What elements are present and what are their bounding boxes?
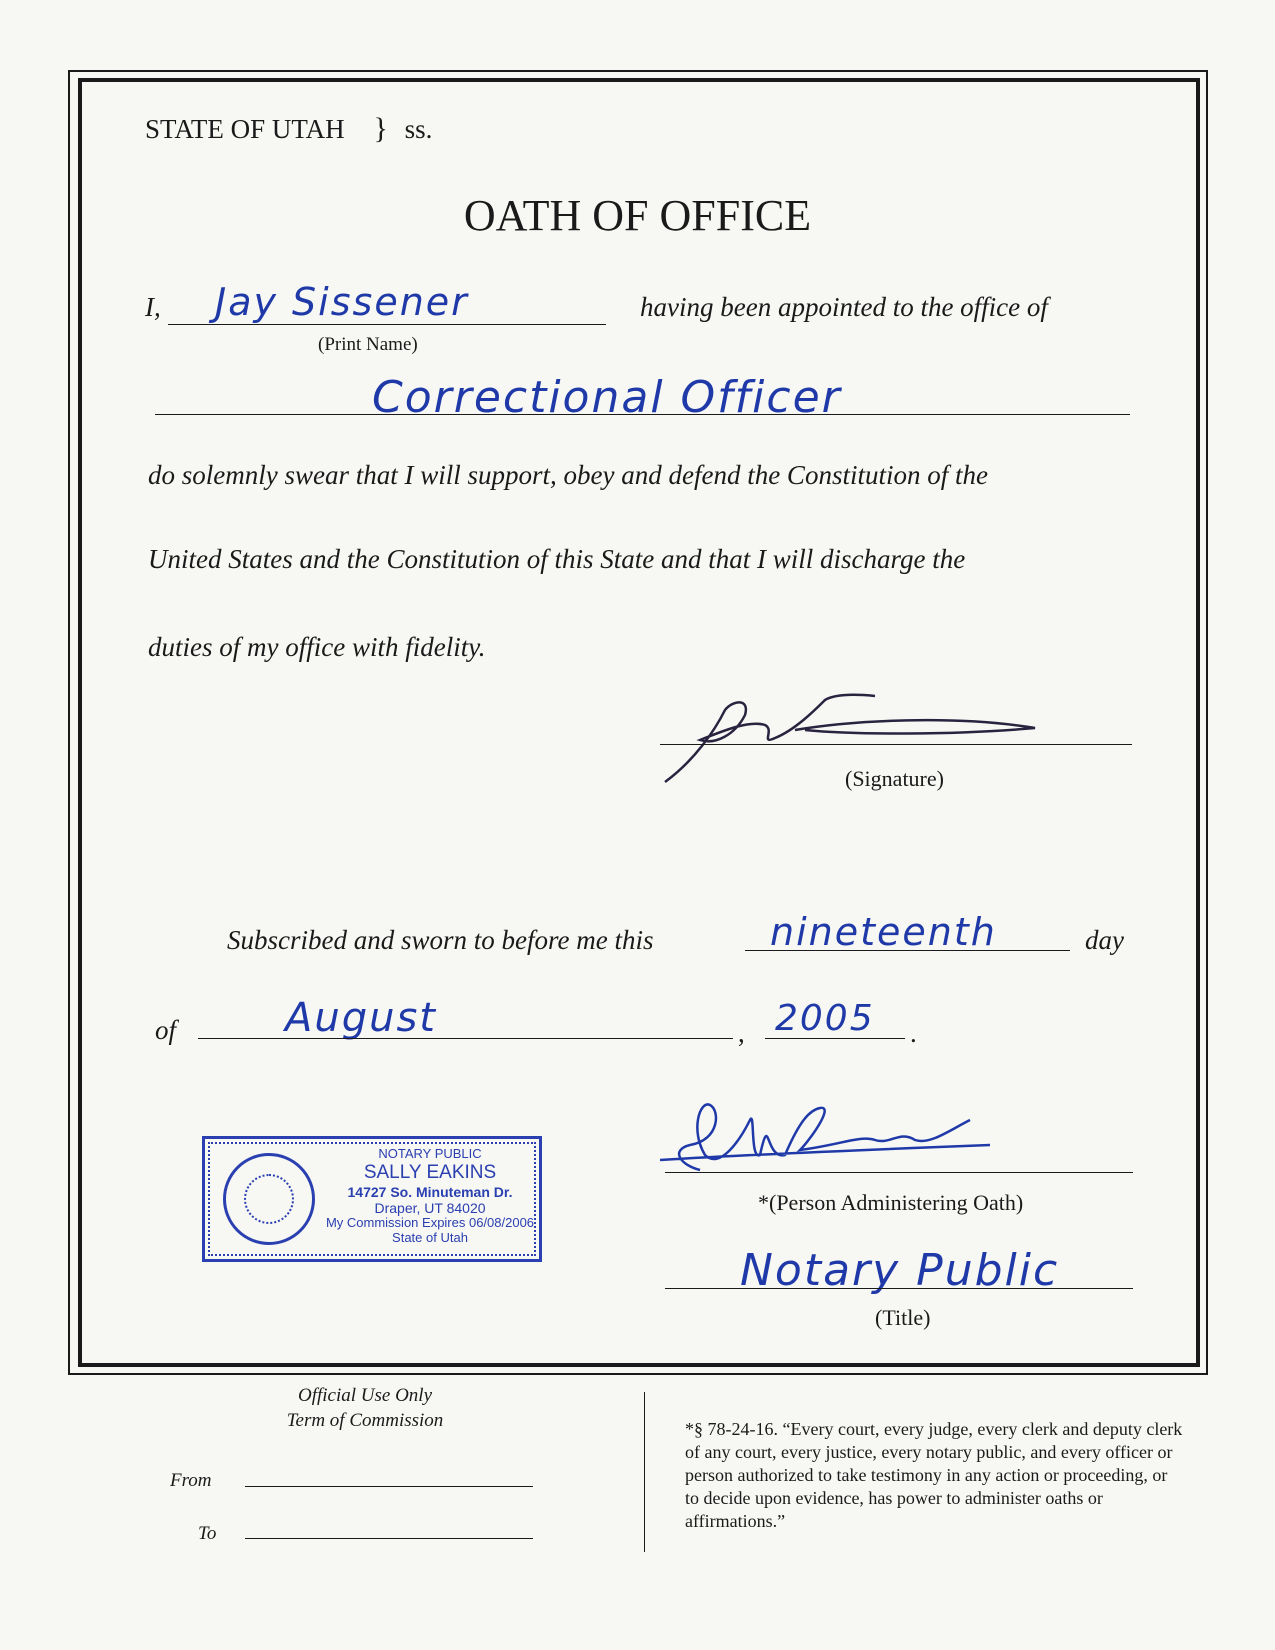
month-underline — [198, 1038, 733, 1039]
year-period: . — [910, 1018, 917, 1048]
to-underline — [245, 1538, 533, 1539]
from-label: From — [170, 1470, 212, 1491]
year-underline — [765, 1038, 905, 1039]
appointed-text: having been appointed to the office of — [640, 292, 1048, 322]
day-suffix: day — [1085, 925, 1124, 955]
stamp-text — [325, 1147, 535, 1246]
footer-divider — [644, 1392, 645, 1552]
title-underline — [665, 1288, 1133, 1289]
notary-signature-scribble — [660, 1100, 1020, 1180]
from-underline — [245, 1486, 533, 1487]
handwritten-name: Jay Sissener — [215, 280, 469, 324]
day-underline — [745, 950, 1070, 951]
stamp-line-5: My Commission Expires 06/08/2006 — [325, 1214, 535, 1230]
page-title: OATH OF OFFICE — [463, 191, 812, 240]
signature-label: (Signature) — [845, 766, 944, 791]
stamp-line-2: SALLY EAKINS — [363, 1161, 497, 1183]
handwritten-office: Correctional Officer — [372, 372, 842, 423]
oath-line-3: duties of my office with fidelity. — [148, 632, 486, 662]
oath-line-2: United States and the Constitution of this State and that I will discharge the — [148, 544, 966, 574]
subscribed-prefix: Subscribed and sworn to before me this — [227, 925, 654, 955]
footnote-text: *§ 78-24-16. “Every court, every judge, every clerk and deputy clerk of any court, every justice, every notary public, and every officer or person authorized to take testimony in any action or proceeding, or to decide upon evidence, has power to administer oaths or affirmations.” — [685, 1419, 1183, 1531]
state-seal-icon — [223, 1153, 315, 1245]
name-underline — [168, 324, 606, 325]
handwritten-year: 2005 — [775, 998, 875, 1039]
administering-label: *(Person Administering Oath) — [758, 1190, 1024, 1215]
of-label: of — [155, 1015, 177, 1045]
i-prefix: I, — [145, 292, 161, 322]
handwritten-month: August — [285, 995, 437, 1041]
stamp-line-6: State of Utah — [392, 1229, 468, 1245]
handwritten-title: Notary Public — [740, 1245, 1060, 1296]
state-label: STATE OF UTAH — [145, 114, 345, 144]
ss-label: ss. — [404, 114, 433, 144]
month-comma: , — [738, 1018, 745, 1048]
stamp-line-4: Draper, UT 84020 — [374, 1199, 486, 1216]
notary-stamp — [202, 1136, 542, 1262]
to-label: To — [198, 1523, 217, 1544]
state-header — [145, 112, 432, 146]
state-brace: } — [373, 112, 388, 145]
official-use-heading: Official Use Only — [297, 1385, 433, 1406]
term-of-commission-heading: Term of Commission — [286, 1410, 444, 1431]
oath-line-1: do solemnly swear that I will support, obey and defend the Constitution of the — [148, 460, 988, 490]
signature-underline — [660, 744, 1132, 745]
stamp-line-3: 14727 So. Minuteman Dr. — [347, 1183, 513, 1200]
administering-underline — [665, 1172, 1133, 1173]
title-label: (Title) — [875, 1305, 931, 1330]
handwritten-day: nineteenth — [770, 910, 997, 954]
stamp-line-1: NOTARY PUBLIC — [378, 1146, 482, 1161]
office-underline — [155, 414, 1130, 415]
print-name-label: (Print Name) — [318, 334, 418, 355]
